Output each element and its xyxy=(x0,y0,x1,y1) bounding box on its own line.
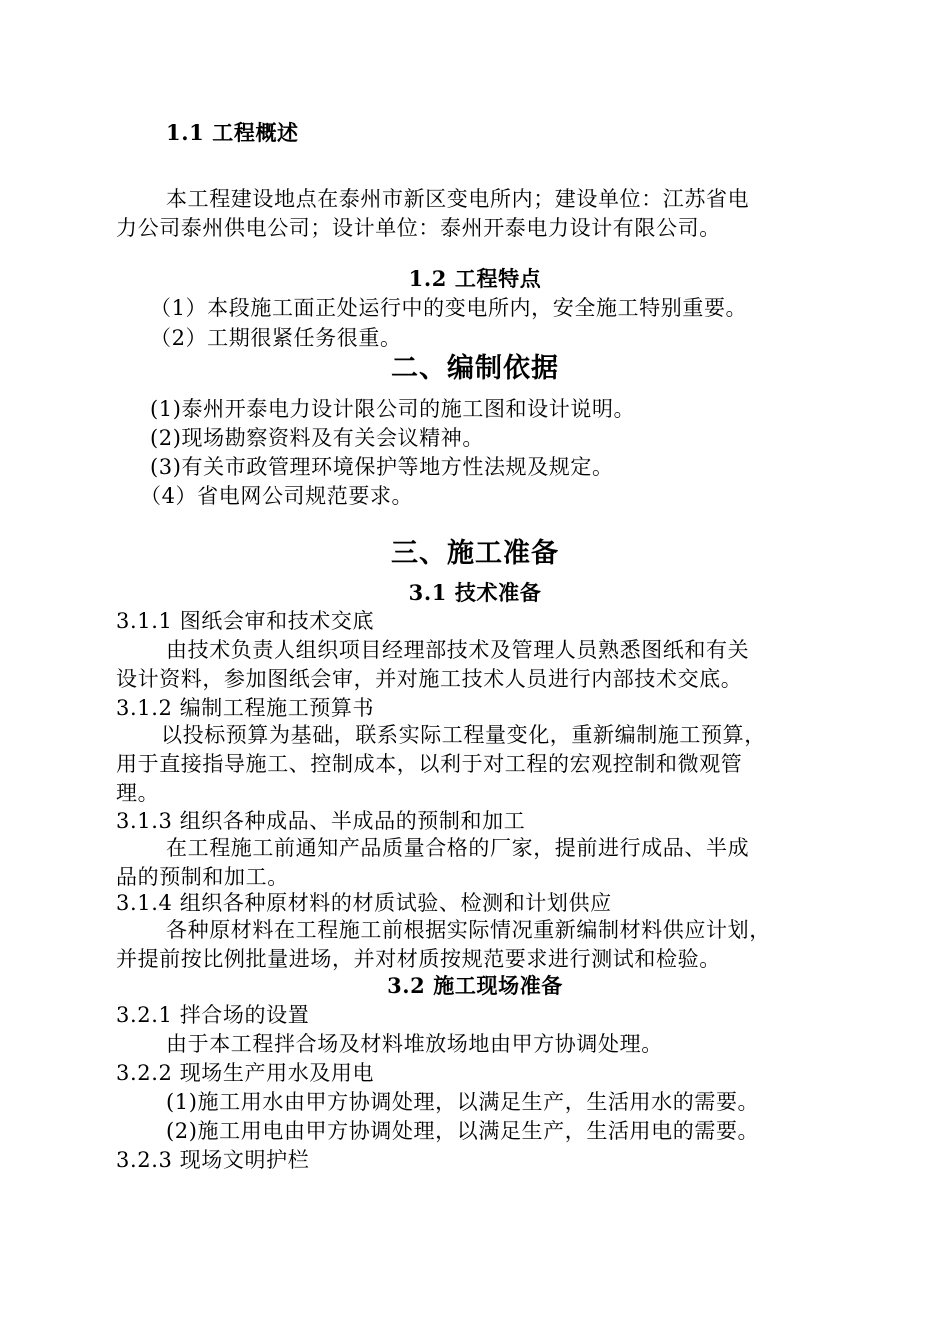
paragraph-3-1-2-line2: 用于直接指导施工、控制成本，以利于对工程的宏观控制和微观管 xyxy=(116,752,743,776)
paragraph-3-1-4-line2: 并提前按比例批量进场，并对材质按规范要求进行测试和检验。 xyxy=(116,947,721,971)
basis-item-1: (1)泰州开泰电力设计限公司的施工图和设计说明。 xyxy=(150,397,636,421)
subheading-3-1-4: 3.1.4 组织各种原材料的材质试验、检测和计划供应 xyxy=(116,891,612,915)
subheading-3-2-2: 3.2.2 现场生产用水及用电 xyxy=(116,1061,375,1085)
paragraph-1-1-line2: 力公司泰州供电公司；设计单位：泰州开泰电力设计有限公司。 xyxy=(116,216,721,240)
subheading-3-1-2: 3.1.2 编制工程施工预算书 xyxy=(116,696,375,720)
paragraph-3-1-1-line1: 由技术负责人组织项目经理部技术及管理人员熟悉图纸和有关 xyxy=(166,638,750,662)
basis-item-4: （4）省电网公司规范要求。 xyxy=(140,484,414,508)
subheading-3-2-3: 3.2.3 现场文明护栏 xyxy=(116,1148,310,1172)
list-item-3-2-2-1: (1)施工用水由甲方协调处理，以满足生产，生活用水的需要。 xyxy=(166,1090,760,1114)
paragraph-3-1-2-line1: 以投标预算为基础，联系实际工程量变化，重新编制施工预算， xyxy=(161,723,766,747)
basis-item-3: (3)有关市政管理环境保护等地方性法规及规定。 xyxy=(150,455,614,479)
paragraph-3-1-3-line1: 在工程施工前通知产品质量合格的厂家，提前进行成品、半成 xyxy=(166,836,750,860)
subheading-3-1-1: 3.1.1 图纸会审和技术交底 xyxy=(116,609,375,633)
paragraph-3-1-3-line2: 品的预制和加工。 xyxy=(116,865,289,889)
paragraph-3-1-2-line3: 理。 xyxy=(116,781,160,805)
subheading-3-1-3: 3.1.3 组织各种成品、半成品的预制和加工 xyxy=(116,809,526,833)
paragraph-3-1-1-line2: 设计资料，参加图纸会审，并对施工技术人员进行内部技术交底。 xyxy=(116,667,743,691)
paragraph-1-1-line1: 本工程建设地点在泰州市新区变电所内；建设单位：江苏省电 xyxy=(166,187,750,211)
heading-section-2: 二、编制依据 xyxy=(391,353,559,384)
basis-item-2: (2)现场勘察资料及有关会议精神。 xyxy=(150,426,484,450)
heading-3-1: 3.1 技术准备 xyxy=(408,580,542,605)
paragraph-3-1-4-line1: 各种原材料在工程施工前根据实际情况重新编制材料供应计划， xyxy=(166,918,771,942)
heading-3-2: 3.2 施工现场准备 xyxy=(387,973,563,998)
paragraph-3-2-1-line1: 由于本工程拌合场及材料堆放场地由甲方协调处理。 xyxy=(166,1032,663,1056)
heading-1-1: 1.1 工程概述 xyxy=(166,120,299,145)
subheading-3-2-1: 3.2.1 拌合场的设置 xyxy=(116,1003,310,1027)
list-item-3-2-2-2: (2)施工用电由甲方协调处理，以满足生产，生活用电的需要。 xyxy=(166,1119,760,1143)
heading-1-2: 1.2 工程特点 xyxy=(408,266,542,291)
list-item-1-2-2: （2）工期很紧任务很重。 xyxy=(150,326,402,350)
list-item-1-2-1: （1）本段施工面正处运行中的变电所内，安全施工特别重要。 xyxy=(150,296,748,320)
heading-section-3: 三、施工准备 xyxy=(391,538,559,569)
